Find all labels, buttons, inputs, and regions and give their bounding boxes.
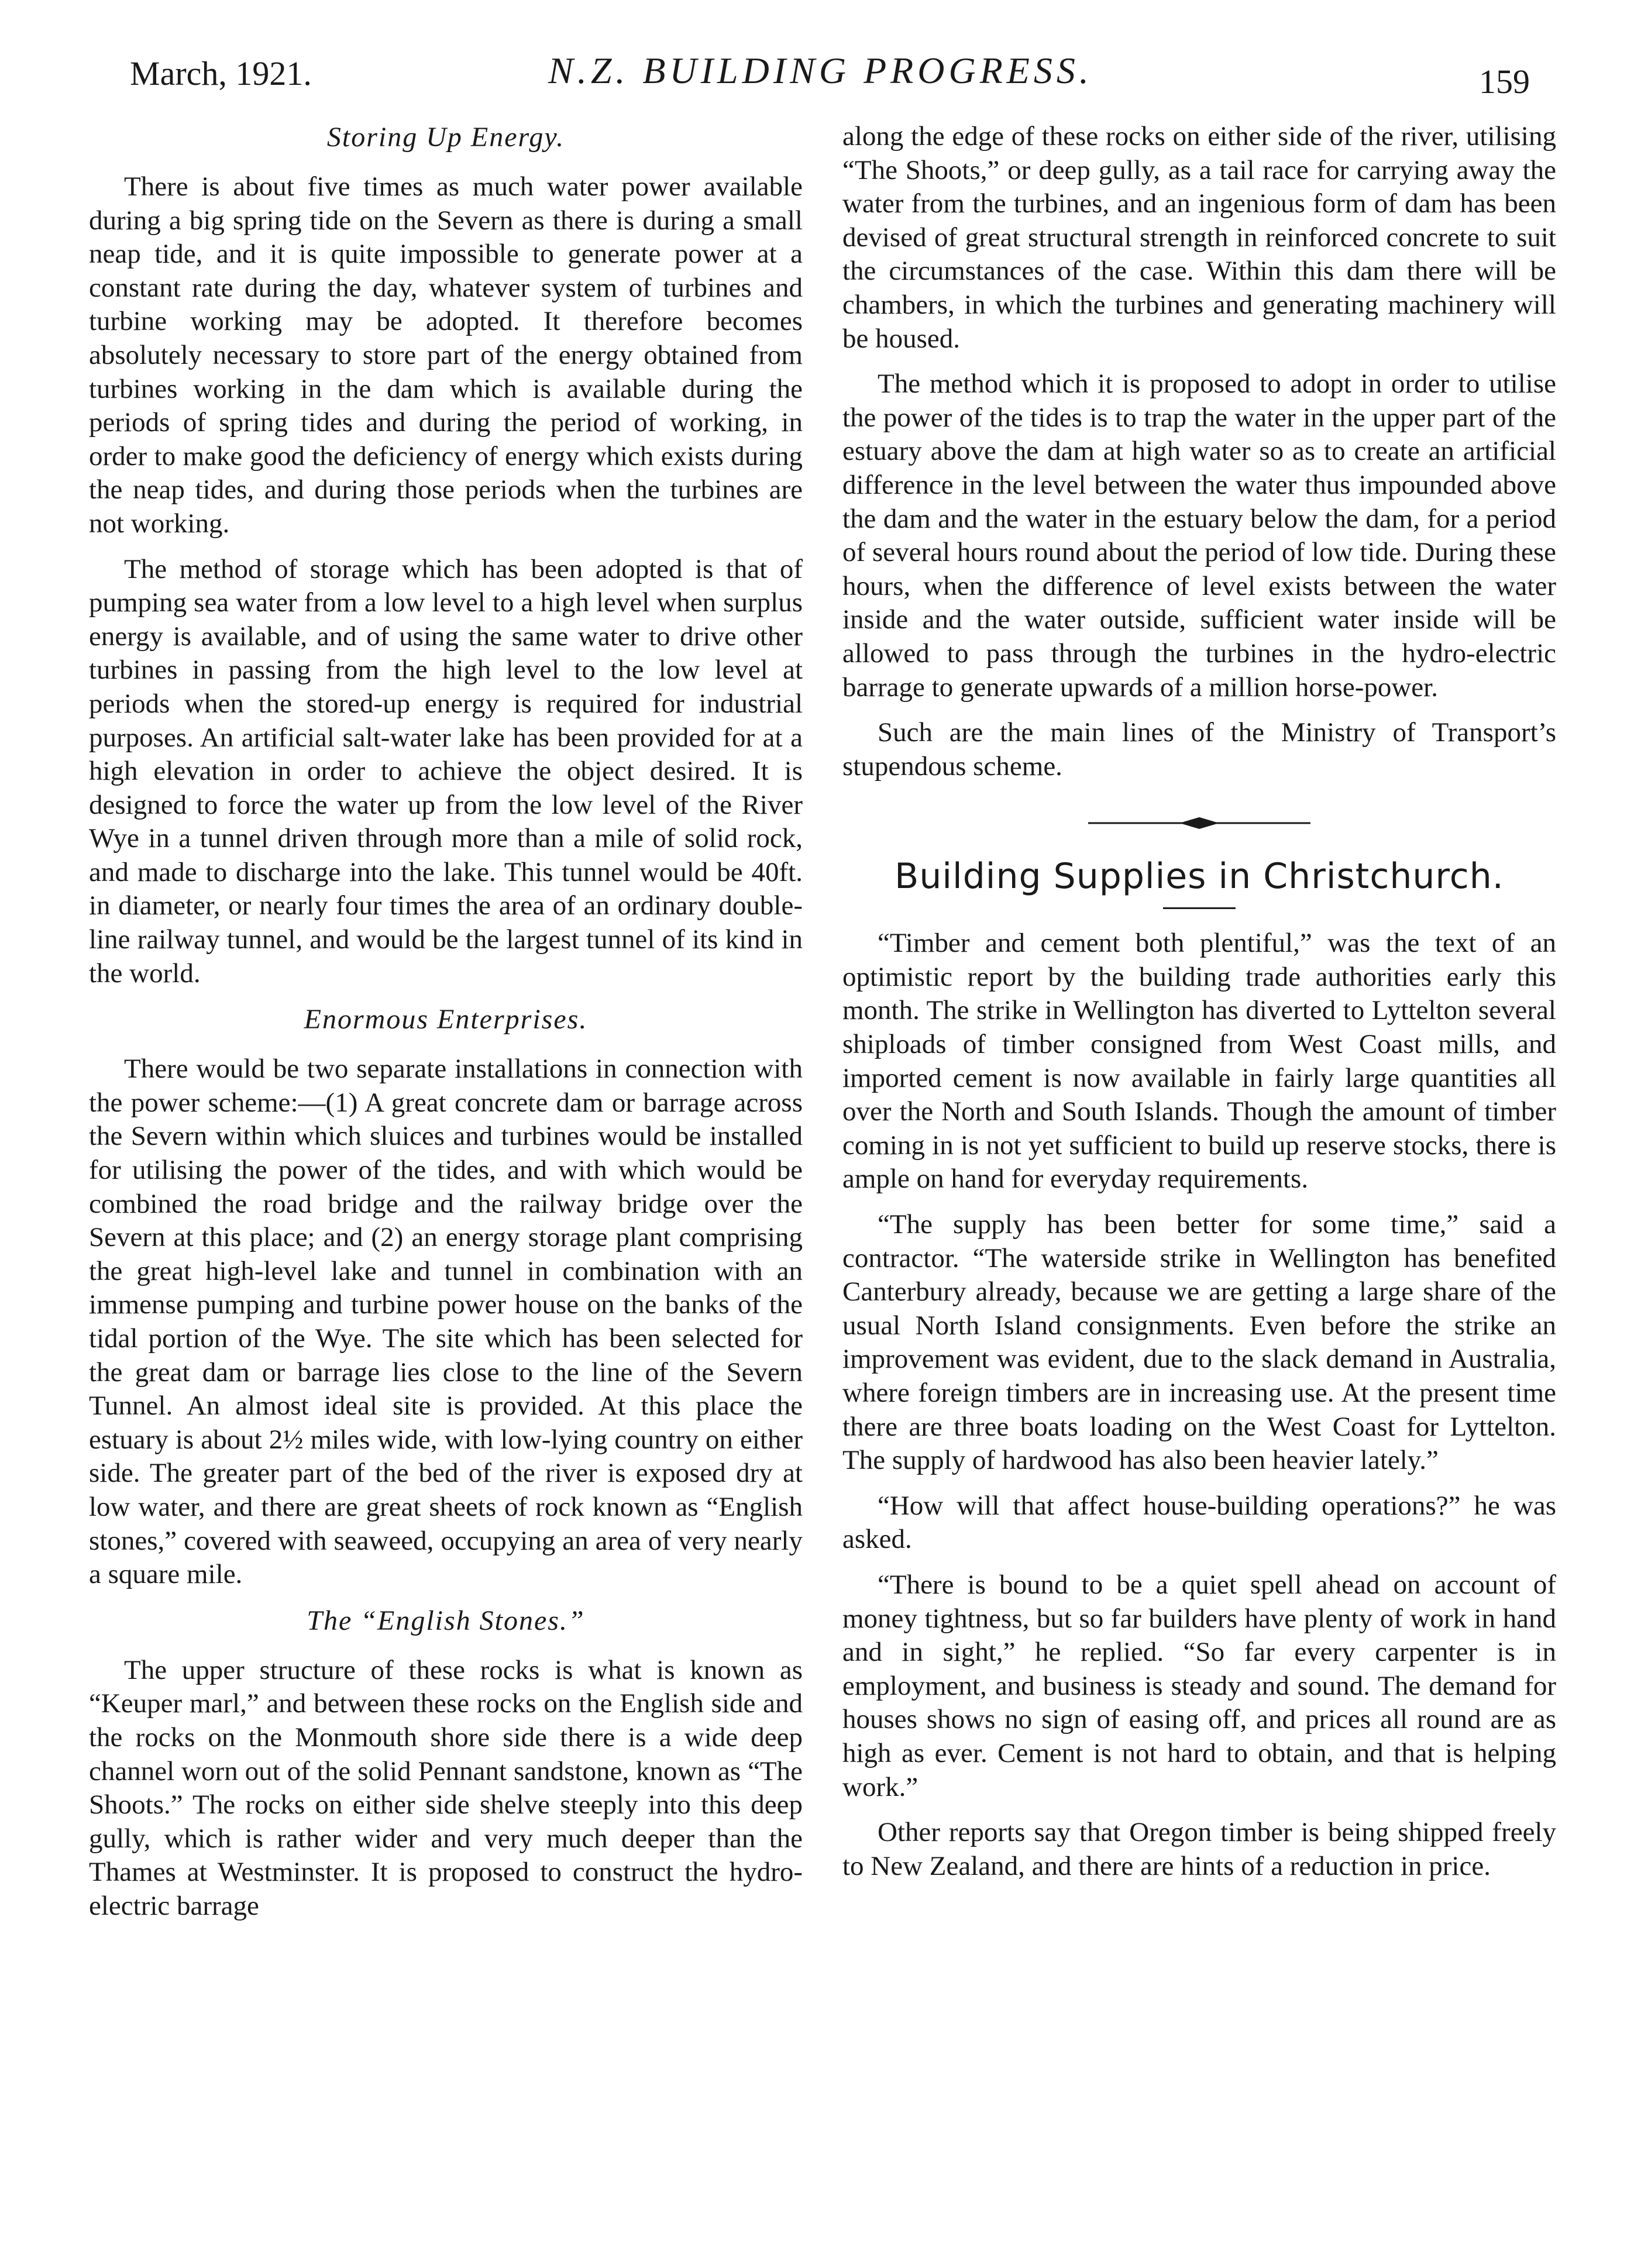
page-number: 159 [1479, 63, 1530, 101]
article-title: Building Supplies in Christchurch. [895, 856, 1504, 897]
paragraph: The method which it is proposed to adopt in order to utilise the power of the tides is to trap the water in the upper part of the estuary above the dam at high water so as to create an artificial difference in the level between the water thus impounded above the dam and the water in the estuary below the dam, for a period of several hours round about the period of low tide. During these hours, when the difference of level exists between the water inside and the water outside, sufficient water inside will be allowed to pass through the turbines in the hydro-electric barrage to generate upwards of a million horse-power. [842, 369, 1556, 703]
paragraph: “How will that affect house-building operations?” he was asked. [842, 1490, 1556, 1555]
subheading-english-stones: The “English Stones.” [307, 1605, 585, 1636]
paragraph: “There is bound to be a quiet spell ahead on account of money tightness, but so far builders have plenty of work in hand and in sight,” he replied. “So far every carpenter is in employment, and business is steady and sound. The demand for houses shows no sign of easing off, and prices all round are as high as ever. Cement is not hard to obtain, and that is helping work.” [842, 1569, 1556, 1802]
paragraph: Such are the main lines of the Ministry of Transport’s stupendous scheme. [842, 717, 1556, 782]
issue-date: March, 1921. [130, 54, 312, 92]
subheading-storing-energy: Storing Up Energy. [326, 122, 565, 153]
section-divider [842, 810, 1556, 836]
left-column [89, 120, 803, 1935]
publication-title: N.Z. BUILDING PROGRESS. [548, 50, 1093, 91]
page-header [0, 47, 1641, 99]
paragraph: “The supply has been better for some time,” said a contractor. “The waterside strike in Wellington has benefited Canterbury already, because we are getting a large share of the usual North Island consignments. Even before the strike an improvement was evident, due to the slack demand in Australia, where foreign timbers are in increasing use. At the present time there are three boats loading on the West Coast for Lyttelton. The supply of hardwood has also been heavier lately.” [842, 1209, 1556, 1476]
title-underline [1163, 907, 1236, 909]
right-column [842, 120, 1556, 1895]
paragraph: The upper structure of these rocks is what is known as “Keuper marl,” and between these rocks on the English side and the rocks on the Monmouth shore side there is a wide deep channel worn out of the solid Pennant sandstone, known as “The Shoots.” The rocks on either side shelve steeply into this deep gully, which is rather wider and very much deeper than the Thames at Westminster. It is proposed to construct the hydro-electric barrage [89, 1654, 803, 1921]
paragraph: The method of storage which has been adopted is that of pumping sea water from a low level to a high level when surplus energy is available, and of using the same water to drive other turbines in passing from the high level to the low level at periods when the stored-up energy is required for industrial purposes. An artificial salt-water lake has been provided for at a high elevation in order to achieve the object desired. It is designed to force the water up from the low level of the River Wye in a tunnel driven through more than a mile of solid rock, and made to discharge into the lake. This tunnel would be 40ft. in diameter, or nearly four times the area of an ordinary double-line railway tunnel, and would be the largest tunnel of its kind in the world. [89, 553, 803, 989]
paragraph: There would be two separate installations in connection with the power scheme:—(1) A great concrete dam or barrage across the Severn within which sluices and turbines would be installed for utilising the power of the tides, and with which would be combined the road bridge and the railway bridge over the Severn at this place; and (2) an energy storage plant comprising the great high-level lake and tunnel in combination with an immense pumping and turbine power house on the banks of the tidal portion of the Wye. The site which has been selected for the great dam or barrage lies close to the line of the Severn Tunnel. An almost ideal site is provided. At this place the estuary is about 2½ miles wide, with low-lying country on either side. The greater part of the bed of the river is exposed dry at low water, and there are great sheets of rock known as “English stones,” covered with seaweed, occupying an area of very nearly a square mile. [89, 1054, 803, 1590]
paragraph: “Timber and cement both plentiful,” was the text of an optimistic report by the building trade authorities early this month. The strike in Wellington has diverted to Lyttelton several shiploads of timber consigned from West Coast mills, and imported cement is now available in fairly large quantities all over the North and South Islands. Though the amount of timber coming in is not yet sufficient to build up reserve stocks, there is ample on hand for everyday requirements. [842, 928, 1556, 1195]
diamond-rule-ornament [1088, 810, 1310, 836]
paragraph-continued: along the edge of these rocks on either side of the river, utilising “The Shoots,” or deep gully, as a tail race for carrying away the water from the turbines, and an ingenious form of dam has been devised of great structural strength in reinforced concrete to suit the circumstances of the case. Within this dam there will be chambers, in which the turbines and generating machinery will be housed. [842, 121, 1556, 354]
paragraph: There is about five times as much water power available during a big spring tide on the Severn as there is during a small neap tide, and it is quite impossible to generate power at a constant rate during the day, whatever system of turbines and turbine working may be adopted. It therefore becomes absolutely necessary to store part of the energy obtained from turbines working in the dam which is available during the periods of spring tides and during the period of working, in order to make good the deficiency of energy which exists during the neap tides, and during those periods when the turbines are not working. [89, 171, 803, 539]
subheading-enormous-enterprises: Enormous Enterprises. [304, 1004, 588, 1035]
paragraph: Other reports say that Oregon timber is being shipped freely to New Zealand, and there are hints of a reduction in price. [842, 1817, 1556, 1881]
